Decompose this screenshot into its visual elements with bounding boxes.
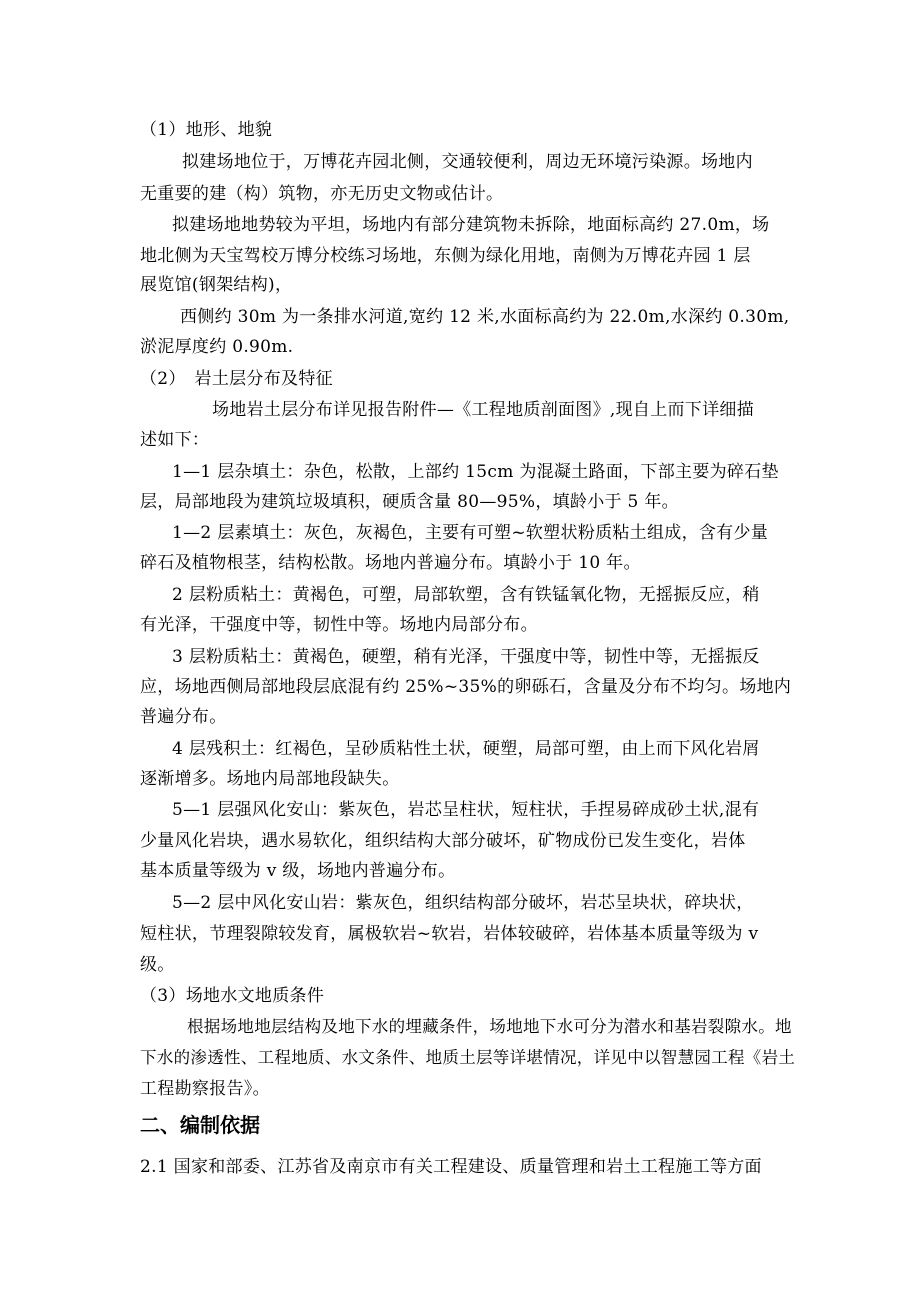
subsection-title-hydrogeology: （3）场地水文地质条件 — [140, 986, 325, 1006]
subsection-title-strata: （2） 岩土层分布及特征 — [140, 369, 333, 389]
paragraph-line: 碎石及植物根茎，结构松散。场地内普遍分布。填龄小于 10 年。 — [140, 553, 641, 573]
paragraph-line: 1—2 层素填土：灰色，灰褐色，主要有可塑~软塑状粉质粘土组成，含有少量 — [172, 523, 769, 543]
paragraph-line: 级。 — [140, 955, 175, 975]
paragraph-line: 逐渐增多。场地内局部地段缺失。 — [140, 769, 400, 789]
paragraph-line: 4 层残积土：红褐色，呈砂质粘性土状，硬塑，局部可塑，由上而下风化岩屑 — [172, 739, 760, 759]
paragraph-line: 下水的渗透性、工程地质、水文条件、地质土层等详堪情况，详见中以智慧园工程《岩土 — [140, 1048, 796, 1067]
section-heading: 二、编制依据 — [140, 1113, 260, 1137]
paragraph-line: 西侧约 30m 为一条排水河道,宽约 12 米,水面标高约为 22.0m,水深约 0.30m, — [180, 307, 790, 327]
paragraph-line: 拟建场地地势较为平坦，场地内有部分建筑物未拆除，地面标高约 27.0m，场 — [172, 215, 770, 235]
paragraph-line: 1—1 层杂填土：杂色，松散，上部约 15cm 为混凝土路面，下部主要为碎石垫 — [172, 462, 779, 482]
paragraph-line: 根据场地地层结构及地下水的埋藏条件，场地地下水可分为潜水和基岩裂隙水。地 — [187, 1017, 792, 1036]
paragraph-line: 基本质量等级为 v 级，场地内普遍分布。 — [140, 861, 456, 881]
paragraph-line: 淤泥厚度约 0.90m. — [140, 337, 294, 357]
paragraph-line: 场地岩土层分布详见报告附件—《工程地质剖面图》,现自上而下详细描 — [212, 400, 755, 420]
subsection-title-terrain: （1）地形、地貌 — [140, 120, 273, 140]
paragraph-line: 拟建场地位于，万博花卉园北侧，交通较便利，周边无环境污染源。场地内 — [182, 152, 753, 172]
paragraph-line: 地北侧为天宝驾校万博分校练习场地，东侧为绿化用地，南侧为万博花卉园 1 层 — [140, 246, 751, 266]
paragraph-line: 无重要的建（构）筑物，亦无历史文物或估计。 — [140, 184, 504, 204]
paragraph-line: 5—1 层强风化安山：紫灰色，岩芯呈柱状，短柱状，手捏易碎成砂土状,混有 — [172, 800, 760, 820]
paragraph-line: 工程勘察报告》。 — [140, 1079, 270, 1099]
paragraph-line: 应，场地西侧局部地段层底混有约 25%~35%的卵砾石，含量及分布不均匀。场地内 — [140, 677, 792, 697]
paragraph-line: 层，局部地段为建筑垃圾填积，硬质含量 80—95%，填龄小于 5 年。 — [140, 492, 679, 512]
paragraph-line: 普遍分布。 — [140, 707, 227, 727]
paragraph-line: 2 层粉质粘土：黄褐色，可塑，局部软塑，含有铁锰氧化物，无摇振反应，稍 — [172, 585, 760, 605]
paragraph-line: 展览馆(钢架结构)， — [140, 275, 293, 295]
paragraph-line: 2.1 国家和部委、江苏省及南京市有关工程建设、质量管理和岩土工程施工等方面 — [140, 1157, 762, 1177]
paragraph-line: 有光泽，干强度中等，韧性中等。场地内局部分布。 — [140, 615, 538, 635]
paragraph-line: 少量风化岩块，遇水易软化，组织结构大部分破坏，矿物成份已发生变化，岩体 — [140, 831, 746, 851]
paragraph-line: 3 层粉质粘土：黄褐色，硬塑，稍有光泽，干强度中等，韧性中等，无摇振反 — [172, 647, 760, 667]
paragraph-line: 短柱状，节理裂隙较发育，属极软岩~软岩，岩体较破碎，岩体基本质量等级为 v — [140, 924, 759, 944]
paragraph-line: 5—2 层中风化安山岩：紫灰色，组织结构部分破坏，岩芯呈块状，碎块状， — [172, 893, 754, 913]
paragraph-line: 述如下： — [140, 430, 210, 450]
